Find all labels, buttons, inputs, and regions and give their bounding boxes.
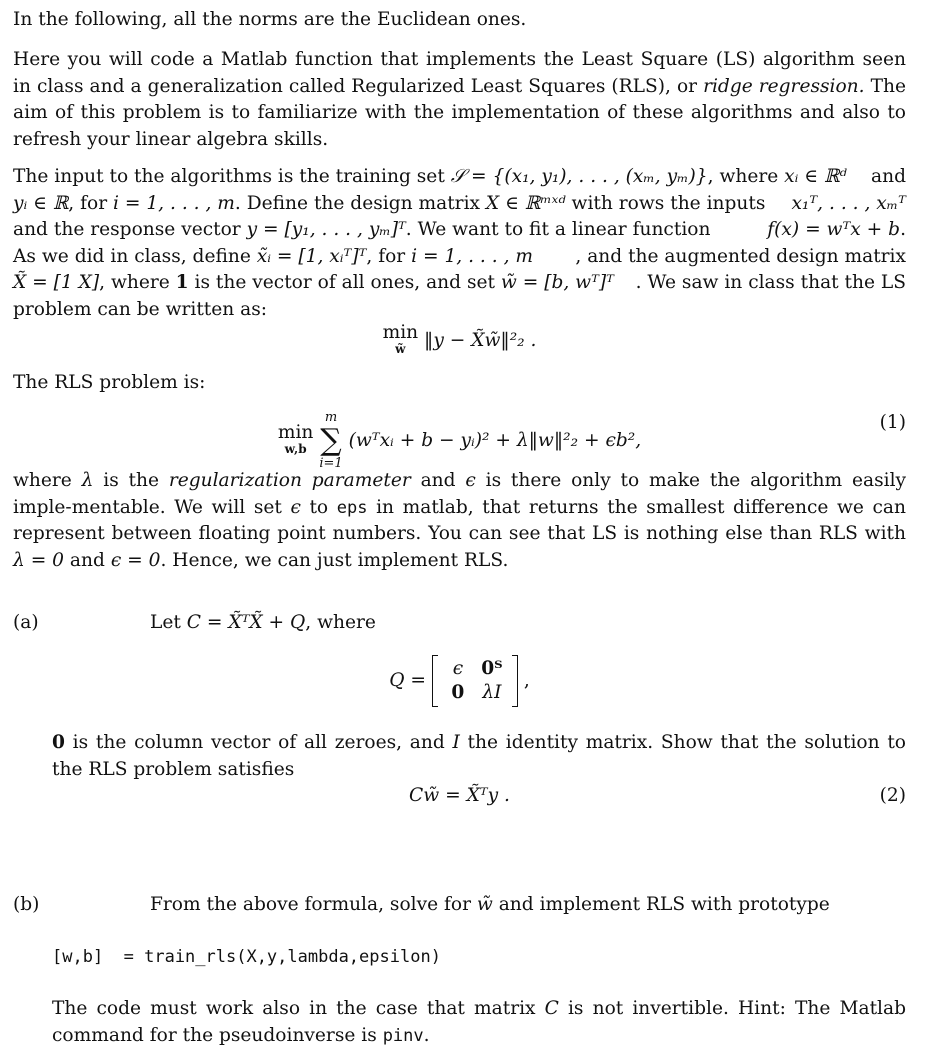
equation-number-2: (2) (879, 785, 906, 806)
part-a-text: , where (305, 612, 376, 633)
math-design-matrix: X ∈ ℝᵐˣᵈ (485, 192, 566, 214)
math-rows: x₁ᵀ, . . . , xₘᵀ (791, 192, 906, 214)
ls-min-operator (382, 322, 419, 357)
setup-line-3 (13, 217, 906, 244)
part-b-text: The code must work also in the case that matrix (52, 998, 545, 1019)
equation-2 (13, 783, 906, 810)
part-a-description (52, 730, 906, 783)
math-zero-vector: 0 (52, 732, 65, 753)
equation-ls (13, 322, 906, 357)
math-epsilon: ϵ (290, 496, 301, 518)
math-linear-fn: f(x) = wᵀx + b (767, 219, 901, 240)
math-response: y = [y₁, . . . , yₘ]ᵀ (246, 219, 406, 240)
setup-text: , for (68, 192, 113, 214)
part-b-text: and implement RLS with prototype (492, 894, 830, 915)
setup-text: , for (366, 245, 412, 267)
rls-min-operator (277, 422, 314, 457)
ls-min-subscript: w̃ (395, 342, 406, 356)
setup-text: , where (707, 166, 785, 187)
sum-upper-limit: m (324, 410, 338, 425)
param-text: is there only to make the algorithm easily imple-mentable. We will set (13, 470, 907, 518)
setup-text: . (900, 219, 906, 240)
code-prototype: [w,b] = train_rls(X,y,lambda,epsilon) (52, 947, 441, 967)
math-epsilon-zero: ϵ = 0 (110, 549, 161, 571)
rls-intro: The RLS problem is: (13, 372, 206, 393)
param-text: and (410, 470, 466, 491)
setup-text: . We want to fit a linear function (405, 219, 711, 240)
setup-line-5 (13, 270, 906, 297)
intro-line: In the following, all the norms are the Euclidean ones. (13, 9, 527, 30)
math-xi: xᵢ ∈ ℝᵈ (784, 166, 847, 187)
part-b-text: From the above formula, solve for (150, 894, 477, 915)
setup-text: , and the augmented design matrix (575, 245, 906, 267)
equation-q-matrix (13, 655, 906, 707)
setup-text: and (871, 166, 906, 187)
math-lambda-zero: λ = 0 (13, 549, 65, 571)
math-identity: I (452, 732, 460, 753)
math-c-definition: C = X̃ᵀX̃ + Q (186, 612, 306, 633)
setup-text: , where (99, 272, 176, 293)
paragraph-setup (13, 164, 906, 323)
setup-line-6: problem can be written as: (13, 298, 268, 320)
param-text: where (13, 470, 82, 491)
setup-text: with rows the inputs (565, 192, 766, 214)
math-index: i = 1, . . . , m (411, 245, 534, 267)
setup-text: is the vector of all ones, and set (188, 272, 501, 293)
math-lambda: λ (81, 470, 94, 491)
math-c: C (544, 998, 559, 1019)
part-b-intro (150, 892, 830, 919)
part-b-note (52, 996, 906, 1049)
math-yi: yᵢ ∈ ℝ (13, 192, 69, 214)
setup-line-1 (13, 164, 906, 191)
q-cell: λI (482, 682, 502, 703)
rls-min-label: min (277, 422, 314, 443)
rls-objective: (wᵀxᵢ + b − yᵢ)² + λ‖w‖²₂ + ϵb², (348, 430, 642, 451)
math-ones-vector: 1 (175, 272, 189, 293)
param-emphasis: regularization parameter (168, 470, 411, 491)
ls-min-label: min (382, 322, 419, 343)
q-cell: ϵ (452, 658, 464, 679)
paragraph-overview (13, 47, 906, 153)
part-b-text: . (423, 1024, 430, 1046)
q-tail: , (523, 670, 530, 691)
sum-lower-limit: i=1 (319, 456, 343, 471)
math-augmented-x: x̃ᵢ = [1, xᵢᵀ]ᵀ (256, 245, 367, 267)
equation-rls (13, 410, 906, 472)
q-row-1 (441, 657, 509, 681)
setup-line-2 (13, 191, 906, 218)
q-lhs: Q = (389, 670, 426, 691)
q-cell: 0 (451, 682, 465, 703)
math-epsilon: ϵ (465, 470, 476, 491)
overview-text-1: Here you will code a Matlab function that implements the Least Square (LS) algorithm seen in class and a generalization called Regularized Least Squares (RLS), or (13, 49, 906, 97)
q-row-2 (441, 681, 509, 705)
sum-sigma: ∑ (320, 423, 342, 458)
part-a-label: (a) (13, 612, 39, 633)
math-augmented-w: w̃ = [b, wᵀ]ᵀ (500, 272, 614, 293)
rls-sum-operator (319, 410, 342, 472)
math-augmented-matrix: X̃ = [1 X] (13, 272, 100, 293)
equation-number-1: (1) (879, 412, 906, 433)
q-cell: 0ᵀ (481, 658, 503, 679)
param-text: and (64, 549, 111, 571)
overview-emphasis: ridge regression. (703, 75, 865, 97)
setup-text: The input to the algorithms is the training set (13, 166, 451, 187)
param-text: in matlab, that returns the smallest difference we can represent between floating point numbers. You can see that LS is nothing else than RLS with (13, 496, 906, 544)
math-training-set: 𝒮 = {(x₁, y₁), . . . , (xₘ, yₘ)} (450, 166, 708, 187)
code-pinv: pinv (382, 1025, 424, 1046)
param-text: is the (93, 470, 169, 491)
part-a-text: Let (150, 612, 187, 633)
param-text: . Hence, we can just implement RLS. (160, 549, 509, 571)
setup-line-4 (13, 244, 906, 271)
part-b-text: is not invertible. Hint: The Matlab command for the pseudoinverse is (52, 998, 906, 1046)
math-w-tilde: w̃ (476, 894, 493, 915)
overview-text-2: The aim of this problem is to familiarize with the implementation of these algorithms and also to refresh your linear algebra skills. (13, 75, 906, 150)
paragraph-parameters (13, 468, 906, 574)
normal-equation: Cw̃ = X̃ᵀy . (409, 785, 510, 806)
part-a-text: the identity matrix. Show that the solution to the RLS problem satisfies (52, 732, 906, 780)
setup-text: . Define the design matrix (234, 192, 486, 214)
code-eps: eps (336, 497, 368, 518)
part-a-intro (150, 610, 376, 637)
ls-objective: ‖y − X̃w̃‖²₂ . (424, 330, 537, 351)
setup-text: As we did in class, define (13, 245, 257, 267)
setup-text: . We saw in class that the LS (635, 272, 906, 293)
part-b-label: (b) (13, 894, 40, 915)
math-index: i = 1, . . . , m (113, 192, 235, 214)
q-matrix (432, 655, 518, 707)
part-a-text: is the column vector of all zeroes, and (64, 732, 453, 753)
setup-text: and the response vector (13, 219, 247, 240)
param-text: to (300, 496, 337, 518)
rls-min-subscript: w,b (284, 442, 307, 456)
